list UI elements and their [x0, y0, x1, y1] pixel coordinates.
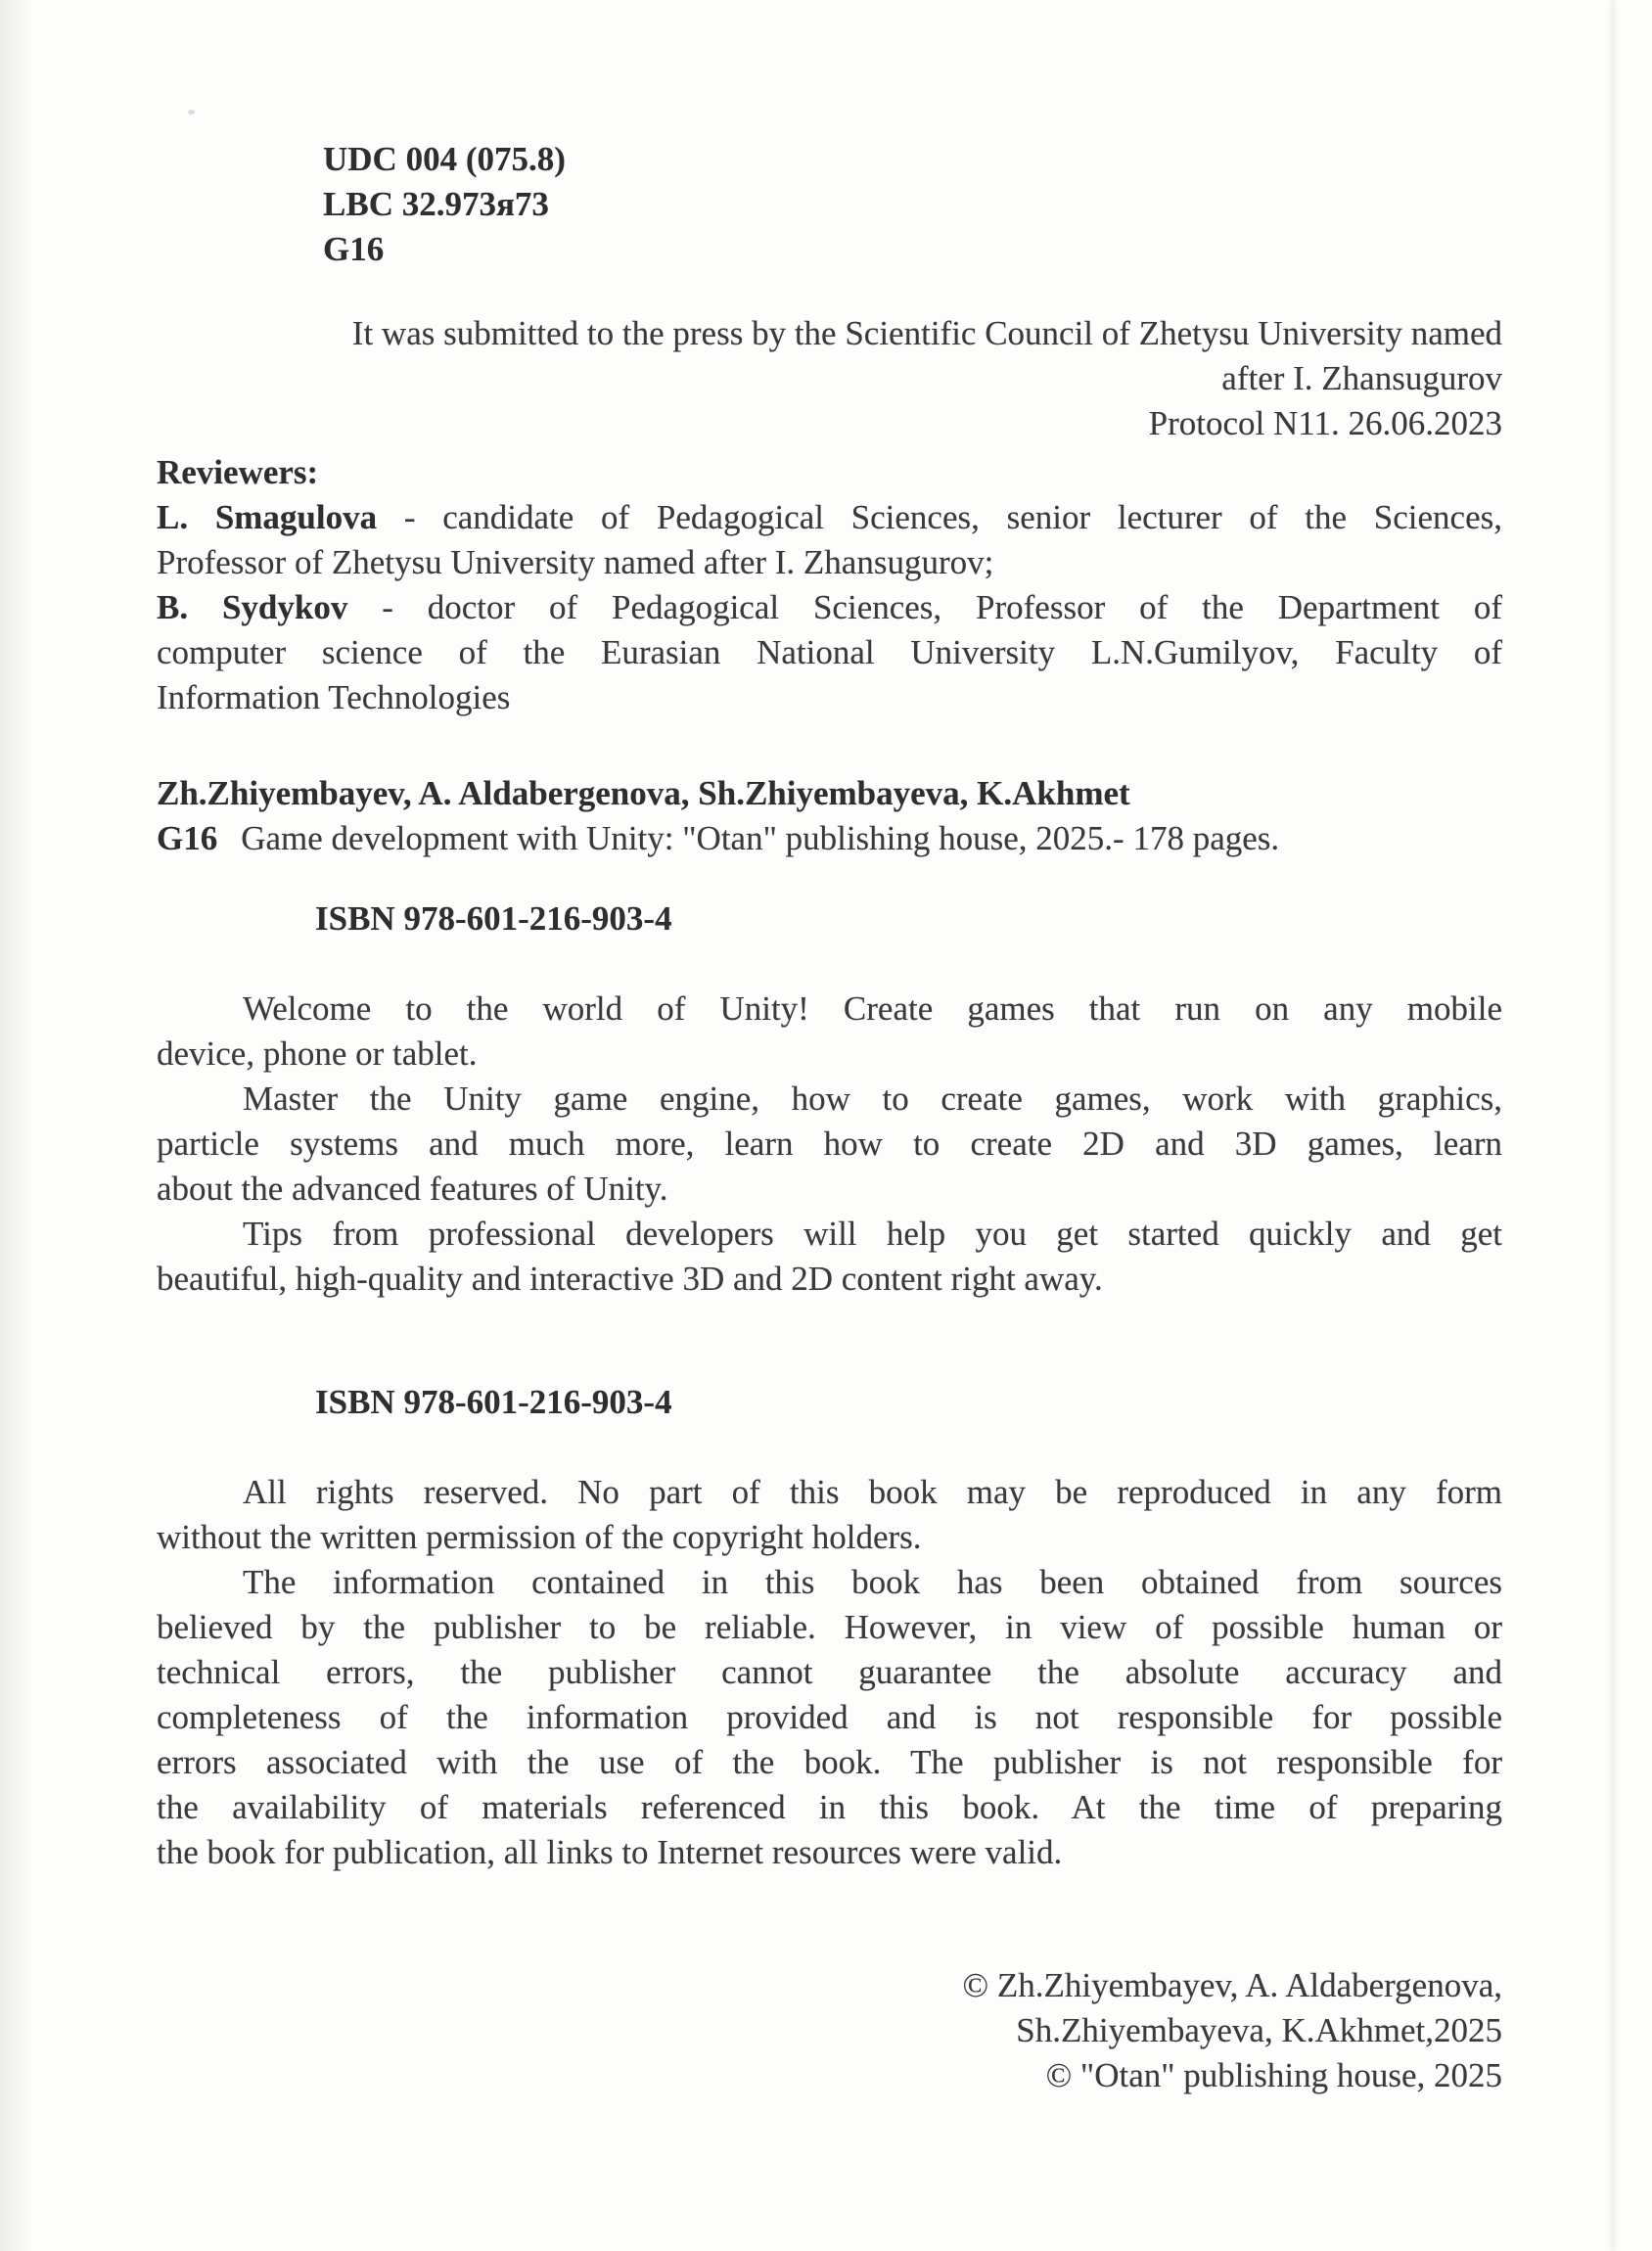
scan-page-edge-line [1611, 0, 1615, 2251]
copyright-line: © Zh.Zhiyembayev, A. Aldabergenova, [962, 1966, 1502, 2004]
lbc-line: LBC 32.973я73 [323, 185, 549, 223]
catalog-entry-line [157, 816, 1502, 861]
udc-block [323, 137, 566, 272]
submission-line: after I. Zhansugurov [1221, 359, 1502, 397]
isbn-top: ISBN 978-601-216-903-4 [315, 899, 672, 938]
abstract-line: about the advanced features of Unity. [157, 1170, 668, 1208]
rights-line: without the written permission of the copyright holders. [157, 1518, 922, 1556]
abstract-line: particle systems and much more, learn how to create 2D and 3D games, learn [157, 1125, 1502, 1163]
copyright-line: © "Otan" publishing house, 2025 [1045, 2056, 1502, 2094]
reviewer-name: L. Smagulova [157, 498, 378, 536]
reviewer-line: computer science of the Eurasian National University L.N.Gumilyov, Faculty of [157, 633, 1502, 671]
isbn-bottom-block [315, 1380, 672, 1425]
abstract-line: Tips from professional developers will help you get started quickly and get [243, 1215, 1502, 1253]
reviewers-heading: Reviewers: [157, 453, 319, 491]
g16-code-line: G16 [323, 230, 385, 268]
reviewer-name: B. Sydykov [157, 588, 348, 626]
catalog-entry: Game development with Unity: "Otan" publishing house, 2025.- 178 pages. [241, 819, 1280, 857]
reviewer-line [157, 585, 1502, 630]
scan-speckle [188, 110, 195, 115]
rights-line: All rights reserved. No part of this book may be reproduced in any form [243, 1473, 1502, 1511]
isbn-bottom: ISBN 978-601-216-903-4 [315, 1383, 672, 1421]
rights-line: believed by the publisher to be reliable. However, in view of possible human or [157, 1608, 1502, 1646]
rights-line: the availability of materials referenced in this book. At the time of preparing [157, 1788, 1502, 1826]
scan-left-shadow [0, 0, 33, 2251]
abstract-block [157, 987, 1502, 1302]
submission-block [157, 311, 1502, 446]
rights-line: completeness of the information provided and is not responsible for possible [157, 1698, 1502, 1736]
reviewers-block [157, 450, 1502, 720]
reviewer-line: Information Technologies [157, 678, 511, 716]
catalog-block [157, 771, 1502, 861]
rights-block [157, 1470, 1502, 1875]
rights-line: technical errors, the publisher cannot guarantee the absolute accuracy and [157, 1653, 1502, 1691]
copyright-block [157, 1963, 1502, 2098]
authors-line: Zh.Zhiyembayev, A. Aldabergenova, Sh.Zhiyembayeva, K.Akhmet [157, 774, 1130, 812]
submission-line: Protocol N11. 26.06.2023 [1148, 404, 1502, 442]
abstract-line: device, phone or tablet. [157, 1034, 478, 1073]
udc-line: UDC 004 (075.8) [323, 140, 566, 178]
isbn-top-block [315, 896, 672, 942]
rights-line: The information contained in this book has been obtained from sources [243, 1563, 1502, 1601]
reviewer-title: - doctor of Pedagogical Sciences, Professor of the Department of [347, 588, 1502, 626]
reviewer-title: - candidate of Pedagogical Sciences, senior lecturer of the Sciences, [377, 498, 1502, 536]
copyright-line: Sh.Zhiyembayeva, K.Akhmet,2025 [1016, 2011, 1502, 2049]
abstract-line: Welcome to the world of Unity! Create games that run on any mobile [243, 989, 1502, 1028]
abstract-line: Master the Unity game engine, how to create games, work with graphics, [243, 1080, 1502, 1118]
reviewer-line: Professor of Zhetysu University named after I. Zhansugurov; [157, 543, 994, 581]
reviewer-line [157, 495, 1502, 540]
submission-line: It was submitted to the press by the Scientific Council of Zhetysu University named [351, 314, 1502, 352]
rights-line: errors associated with the use of the book. The publisher is not responsible for [157, 1743, 1502, 1781]
catalog-code: G16 [157, 819, 218, 857]
rights-line: the book for publication, all links to Internet resources were valid. [157, 1833, 1063, 1871]
abstract-line: beautiful, high-quality and interactive 3D and 2D content right away. [157, 1260, 1103, 1298]
